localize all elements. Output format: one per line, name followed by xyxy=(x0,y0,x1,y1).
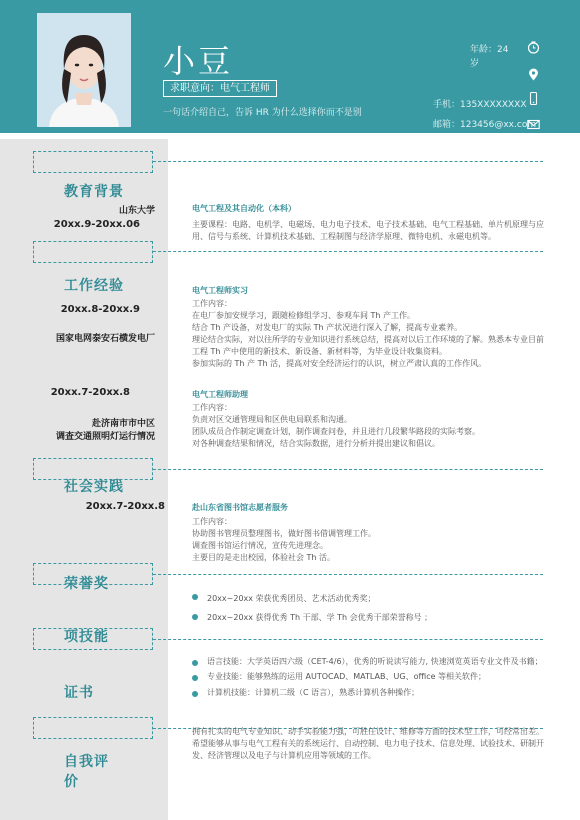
work2-company-line2: 调查交通照明灯运行情况 xyxy=(55,432,155,442)
honor-item: 20xx~20xx 荣获优秀团员、艺术活动优秀奖； xyxy=(207,594,376,603)
phone-text: 手机：135XXXXXXXX xyxy=(433,100,527,110)
work1-title: 电气工程师实习 xyxy=(192,286,248,295)
section-box-self xyxy=(33,717,153,739)
social-title: 赴山东省图书馆志愿者服务 xyxy=(192,503,288,512)
section-title-honors: 荣誉奖 xyxy=(64,576,109,592)
section-title-work: 工作经验 xyxy=(64,278,124,294)
bullet-dot xyxy=(192,675,198,681)
section-title-skills: 项技能 xyxy=(64,629,109,645)
section-divider xyxy=(153,574,543,575)
education-period: 20xx.9-20xx.06 xyxy=(53,219,140,230)
section-title-social: 社会实践 xyxy=(64,479,124,495)
section-divider xyxy=(153,161,543,162)
location-icon xyxy=(527,68,540,81)
bullet-dot xyxy=(192,660,198,666)
age-text: 年龄：24 岁 xyxy=(470,45,509,69)
social-lines: 工作内容： 协助图书管理员整理图书，做好图书借调管理工作。 调查图书馆运行情况，宣传先进理念。 主要目的是走出校园，体验社会 Th 活。 xyxy=(192,517,376,562)
work1-lines: 工作内容： 在电厂参加安规学习，跟随检修组学习、参观车间 Th 产工作。 结合 Th 产设备，对发电厂的实际 Th 产状况进行深入了解，提高专业素养。 理论结合实际，对以往所学的专业知识进行系统总结，提高对以后工作环境的了解。熟悉本专业目前工程 Th 产中使用的新技术、新设备、新材料等，为毕业设计收集资料。 参加实际的 Th 产 Th 活，提高对安全经济运行的认识，树立严肃认真的工作作风。 xyxy=(192,299,544,368)
candidate-name: 小豆 xyxy=(163,42,234,80)
email-text: 邮箱：123456@xx.com xyxy=(433,120,537,130)
motto-text: 一句话介绍自己，告诉 HR 为什么选择你而不是别 xyxy=(163,108,362,118)
bullet-dot xyxy=(192,594,198,600)
phone-icon xyxy=(527,92,540,105)
education-major: 电气工程及其自动化（本科） xyxy=(192,204,296,213)
education-courses: 主要课程：电路、电机学、电磁场、电力电子技术、电子技术基础、电气工程基础、单片机原理与应用、信号与系统、计算机技术基础、工程制图与经济学原理、微特电机、永磁电机等。 xyxy=(192,220,544,241)
section-divider xyxy=(153,469,543,470)
social-period: 20xx.7-20xx.8 xyxy=(85,501,165,512)
work1-company: 国家电网泰安石横发电厂 xyxy=(55,334,155,344)
clock-icon xyxy=(527,41,540,54)
section-title-certs: 证书 xyxy=(64,685,94,701)
work1-period: 20xx.8-20xx.9 xyxy=(60,304,140,315)
section-divider xyxy=(153,639,543,640)
honor-item: 20xx~20xx 获得优秀 Th 干部、学 Th 会优秀干部荣誉称号 ； xyxy=(207,613,433,622)
profile-photo xyxy=(37,13,131,127)
skill-item: 语言技能：大学英语四六级（CET-4/6），优秀的听说读写能力, 快速浏览英语专业文件及书籍； xyxy=(207,657,543,666)
self-eval-text: 拥有扎实的电气专业知识、动手实验能力强，可胜任设计、维修等方面的技术型工作，可经常出差。希望能够从事与电气工程有关的系统运行、自动控制、电力电子技术、信息处理、试验技术、研制开发、经济管理以及电子与计算机应用等领域的工作。 xyxy=(192,727,544,760)
section-box-work xyxy=(33,241,153,263)
bullet-dot xyxy=(192,614,198,620)
work2-company-line1: 赴济南市市中区 xyxy=(91,419,155,429)
section-title-education: 教育背景 xyxy=(64,184,124,200)
section-box-education xyxy=(33,151,153,173)
section-title-self: 自我评价 xyxy=(64,754,109,790)
bullet-dot xyxy=(192,691,198,697)
education-school: 山东大学 xyxy=(118,206,155,216)
section-divider xyxy=(153,251,543,252)
work2-lines: 工作内容： 负责对区交通管理局和区供电局联系和沟通。 团队成员合作制定调查计划，制作调查问卷，并且进行几段繁华路段的实际考察。 对各种调查结果和情况，结合实际数据，进行分析并提出建议和倡议。 xyxy=(192,403,480,448)
mail-icon xyxy=(527,118,540,131)
skill-item: 计算机技能：计算机二级（C 语言），熟悉计算机各种操作； xyxy=(207,688,420,697)
job-intent-badge: 求职意向：电气工程师 xyxy=(163,80,277,97)
work2-title: 电气工程师助理 xyxy=(192,390,248,399)
work2-period: 20xx.7-20xx.8 xyxy=(50,387,130,398)
skill-item: 专业技能：能够熟练的运用 AUTOCAD、MATLAB、UG、office 等相关软件； xyxy=(207,672,487,681)
